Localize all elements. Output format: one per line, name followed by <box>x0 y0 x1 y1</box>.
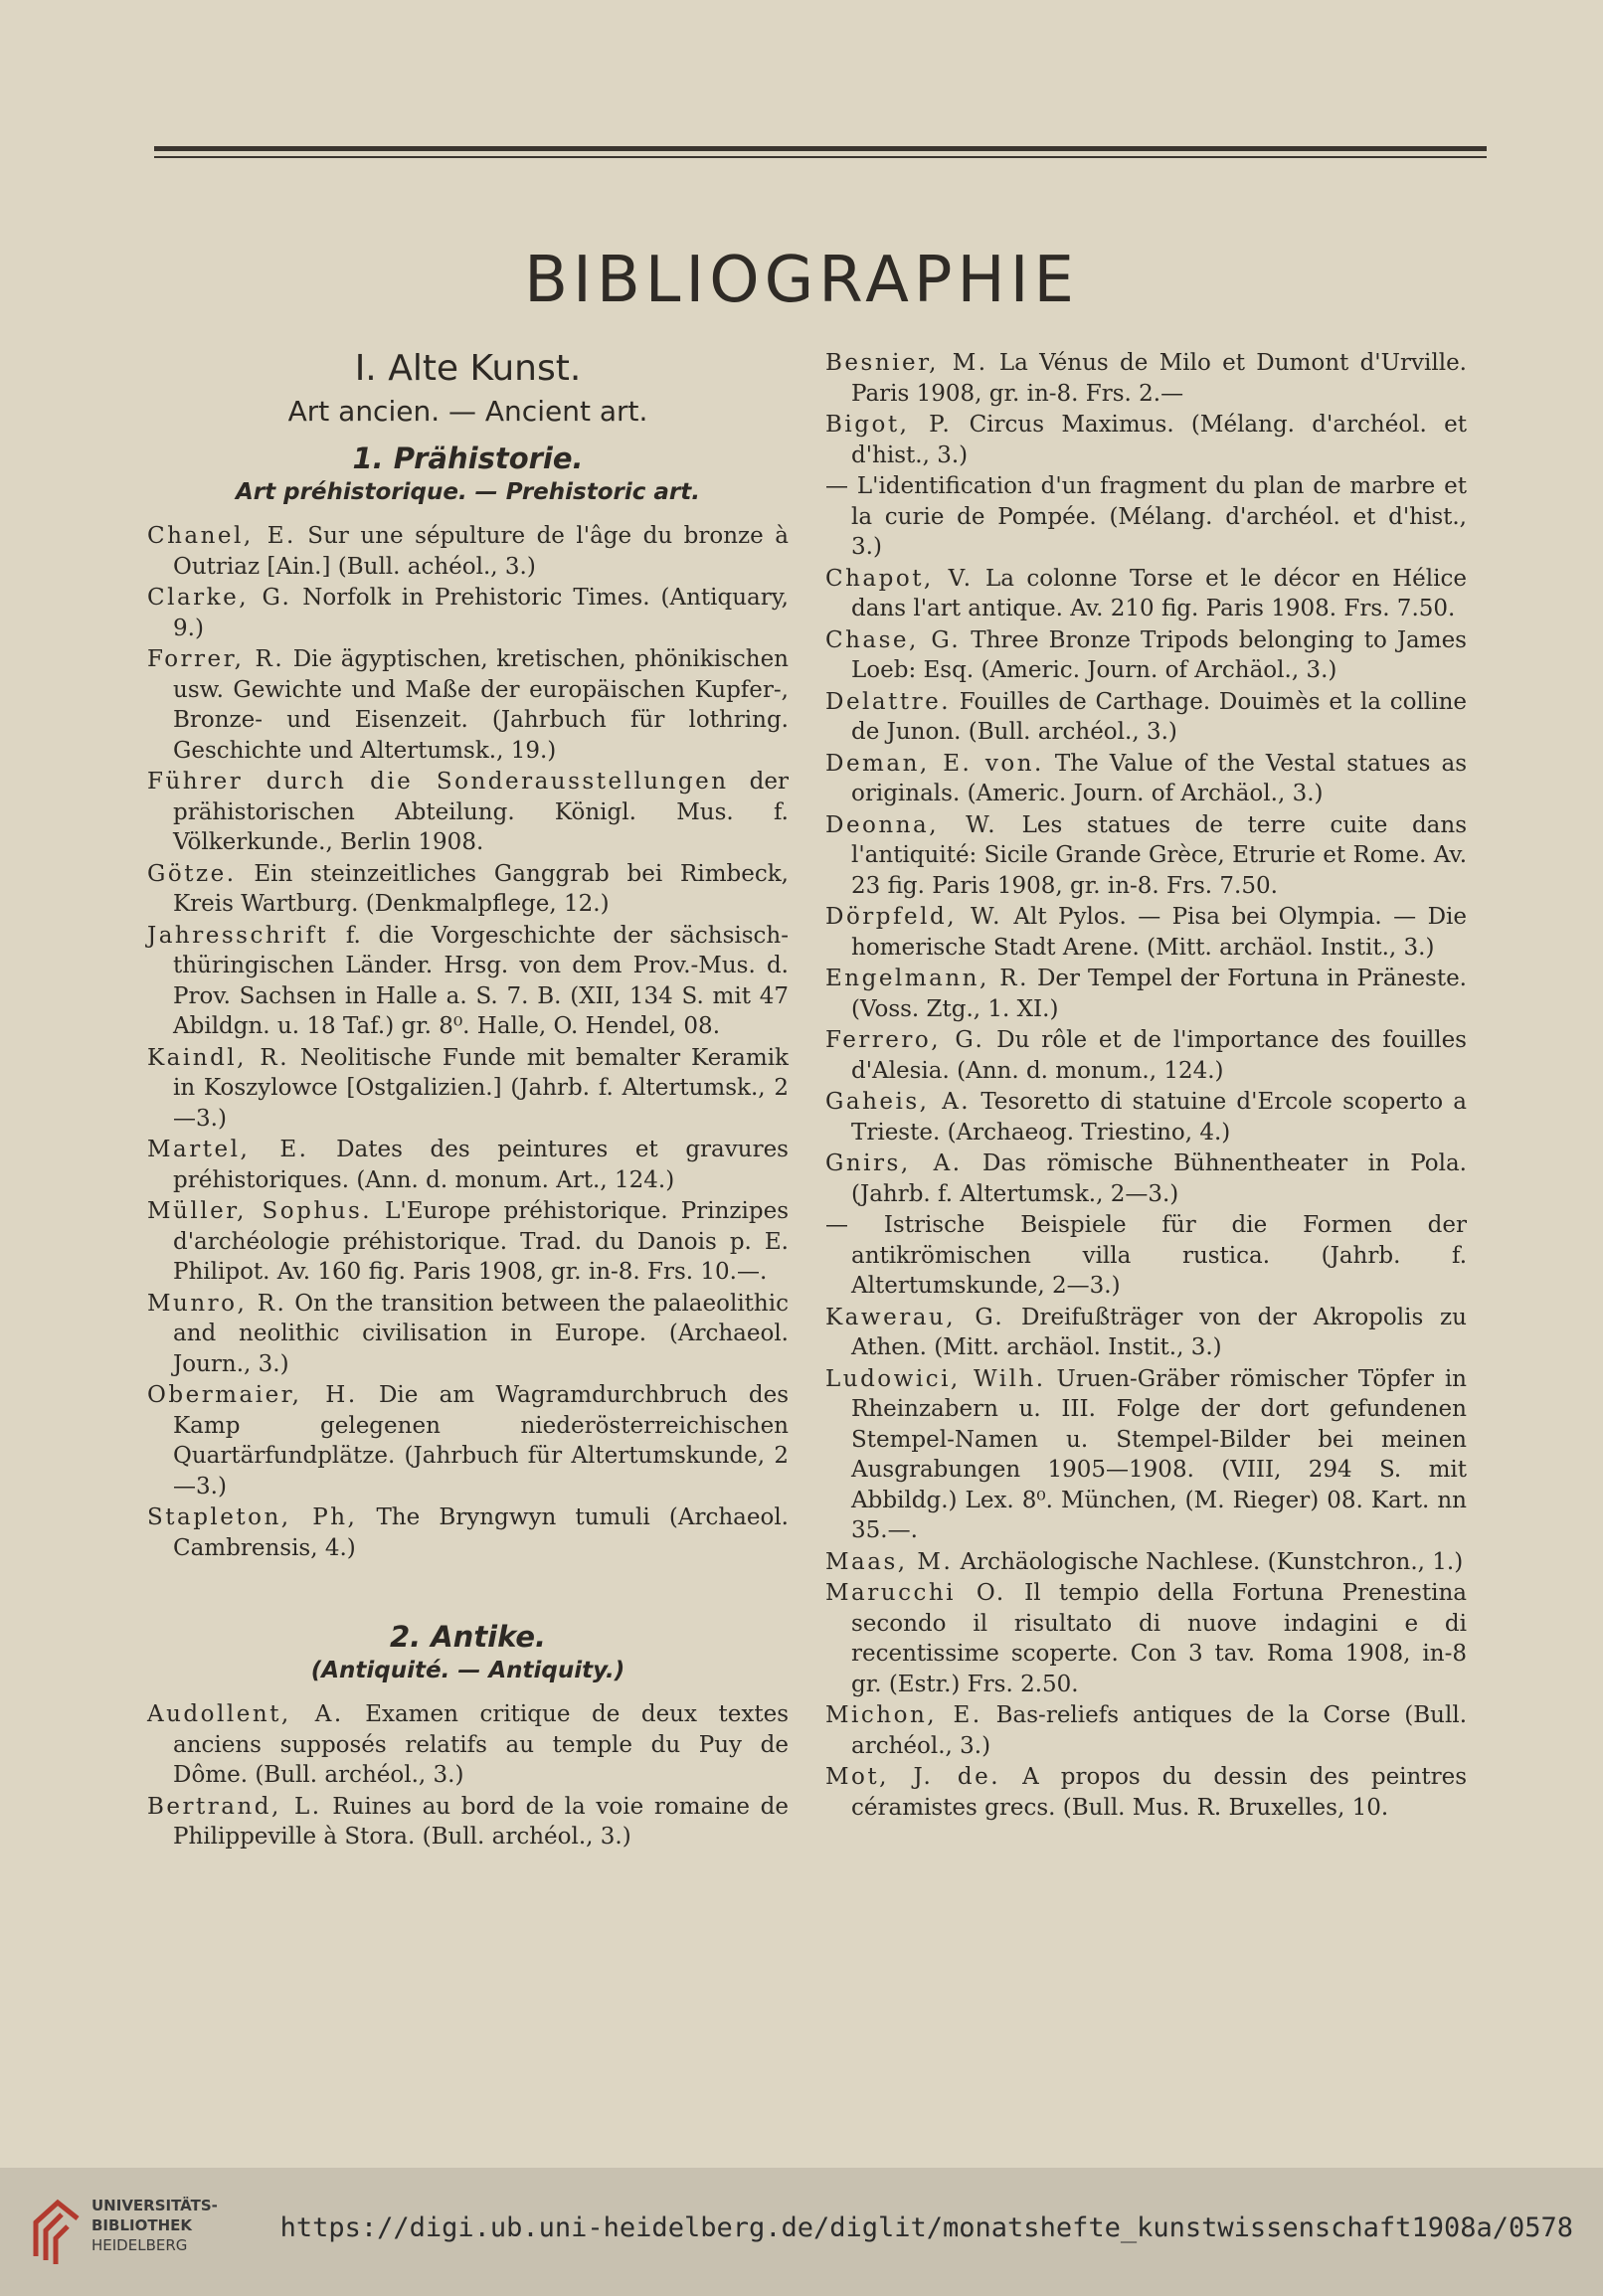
entry-author: Forrer, R. <box>147 646 285 672</box>
entry-text: Das römische Bühnentheater in Pola. (Jahrb. f. Altertumsk., 2—3.) <box>851 1150 1467 1207</box>
entry-text: Archäologische Nachlese. (Kunstchron., 1.) <box>953 1548 1464 1575</box>
entry-text: The Value of the Vestal statues as originals. (Americ. Journ. of Archäol., 3.) <box>851 750 1467 806</box>
entry-author: Stapleton, Ph, <box>147 1504 358 1530</box>
bibliography-entry <box>825 749 1467 809</box>
entry-author: Gnirs, A. <box>825 1150 963 1176</box>
entry-author: Chase, G. <box>825 626 962 653</box>
entry-text: Ruines au bord de la voie romaine de Philippeville à Stora. (Bull. archéol., 3.) <box>173 1793 789 1850</box>
entry-text: Alt Pylos. — Pisa bei Olympia. — Die homerische Stadt Arene. (Mitt. archäol. Instit., 3.) <box>851 904 1468 961</box>
bibliography-entry <box>147 644 789 766</box>
entry-author: Chapot, V. <box>825 565 974 592</box>
entry-author: Maas, M. <box>825 1548 954 1575</box>
bibliography-entry <box>147 583 789 643</box>
entry-author: Götze. <box>147 860 237 887</box>
bibliography-entry <box>825 625 1467 686</box>
entry-author: Kawerau, G. <box>825 1304 1005 1330</box>
entry-text: Die ägyptischen, kretischen, phönikischen usw. Gewichte und Maße der europäischen Kupfer-, Bronze- und Eisenzeit. (Jahrbuch für lothring. Geschichte und Altertumsk., 19.) <box>173 646 789 764</box>
bibliography-entry <box>147 1289 789 1380</box>
bibliography-entry <box>147 1196 789 1288</box>
left-column <box>147 348 789 1854</box>
bibliography-entry <box>825 1700 1467 1761</box>
entry-author: Besnier, M. <box>825 350 988 376</box>
subheading-art-ancien: Art ancien. — Ancient art. <box>287 395 648 428</box>
antiquity-entry-list-continued <box>825 348 1467 1823</box>
entry-author: Jahresschrift <box>147 922 329 949</box>
bibliography-entry <box>147 859 789 920</box>
entry-text: Du rôle et de l'importance des fouilles d'Alesia. (Ann. d. monum., 124.) <box>851 1027 1467 1084</box>
entry-author: Audollent, A. <box>147 1701 344 1727</box>
section-subtitle-prehistoric: Art préhistorique. — Prehistoric art. <box>235 479 700 505</box>
bibliography-entry <box>147 921 789 1042</box>
bibliography-entry <box>825 564 1467 624</box>
section-subtitle-antiquity: (Antiquité. — Antiquity.) <box>310 1658 625 1683</box>
entry-text: On the transition between the palaeolithic and neolithic civilisation in Europe. (Archaeol. Journ., 3.) <box>173 1290 789 1377</box>
entry-author: Obermaier, H. <box>147 1382 358 1408</box>
section-title-prahistorie: 1. Prähistorie. <box>352 442 584 475</box>
entry-author: Deman, E. von. <box>825 750 1044 777</box>
bibliography-entry <box>147 1380 789 1501</box>
entry-author: Bertrand, L. <box>147 1793 322 1820</box>
entry-text: Dreifußträger von der Akropolis zu Athen. (Mitt. archäol. Instit., 3.) <box>851 1304 1467 1360</box>
entry-text: Examen critique de deux textes anciens supposés relatifs au temple du Puy de Dôme. (Bull. archéol., 3.) <box>173 1701 789 1788</box>
entry-author: Marucchi O. <box>825 1580 1006 1606</box>
entry-author: Müller, Sophus. <box>147 1198 373 1224</box>
entry-text: Bas-reliefs antiques de la Corse (Bull. archéol., 3.) <box>851 1702 1468 1759</box>
bibliography-entry <box>825 964 1467 1024</box>
entry-text: Sur une sépulture de l'âge du bronze à Outriaz [Ain.] (Bull. achéol., 3.) <box>173 523 789 580</box>
bibliography-entry <box>825 1087 1467 1148</box>
right-column <box>825 348 1467 1824</box>
entry-text: La colonne Torse et le décor en Hélice dans l'art antique. Av. 210 fig. Paris 1908. Frs. 7.50. <box>851 565 1467 621</box>
entry-text: Ein steinzeitliches Ganggrab bei Rimbeck, Kreis Wartburg. (Denkmalpflege, 12.) <box>173 860 789 917</box>
bibliography-entry <box>825 687 1467 748</box>
bibliography-entry <box>825 1303 1467 1363</box>
entry-author: Mot, J. de. <box>825 1764 1001 1790</box>
entry-author: Martel, E. <box>147 1137 309 1162</box>
entry-text: Three Bronze Tripods belonging to James Loeb: Esq. (Americ. Journ. of Archäol., 3.) <box>851 626 1467 683</box>
library-name: UNIVERSITÄTS- BIBLIOTHEK HEIDELBERG <box>91 2197 218 2254</box>
entry-text: Les statues de terre cuite dans l'antiquité: Sicile Grande Grèce, Etrurie et Rome. Av. 23 fig. Paris 1908, gr. in-8. Frs. 7.50. <box>851 811 1467 899</box>
entry-text: La Vénus de Milo et Dumont d'Urville. Paris 1908, gr. in-8. Frs. 2.— <box>851 350 1467 407</box>
bibliography-entry <box>147 521 789 582</box>
library-logo-icon <box>28 2195 84 2268</box>
entry-text: L'Europe préhistorique. Prinzipes d'archéologie préhistorique. Trad. du Danois p. E. Philipot. Av. 160 fig. Paris 1908, gr. in-8. Frs. 10.—. <box>173 1198 790 1285</box>
entry-author: Ludowici, Wilh. <box>825 1365 1046 1392</box>
bibliography-entry <box>825 1364 1467 1546</box>
entry-text: — Istrische Beispiele für die Formen der antikrömischen villa rustica. (Jahrb. f. Altertumskunde, 2—3.) <box>825 1212 1467 1299</box>
bibliography-entry <box>825 410 1467 470</box>
top-rule-thick <box>154 146 1487 151</box>
permalink-url[interactable]: https://digi.ub.uni-heidelberg.de/diglit/monatshefte_kunstwissenschaft1908a/0578 <box>279 2212 1573 2243</box>
page-title: BIBLIOGRAPHIE <box>524 244 1079 317</box>
entry-author: Clarke, G. <box>147 585 292 611</box>
bibliography-entry <box>825 902 1467 963</box>
entry-text: Der Tempel der Fortuna in Präneste. (Voss. Ztg., 1. XI.) <box>851 966 1467 1022</box>
entry-author: Engelmann, R. <box>825 966 1029 991</box>
heading-alte-kunst: I. Alte Kunst. <box>354 348 582 389</box>
entry-author: Bigot, P. <box>825 412 953 438</box>
entry-text: Dates des peintures et gravures préhistoriques. (Ann. d. monum. Art., 124.) <box>173 1137 789 1193</box>
section-title-antike: 2. Antike. <box>389 1620 547 1654</box>
bibliography-entry <box>825 1025 1467 1086</box>
entry-text: Tesoretto di statuine d'Ercole scoperto a Trieste. (Archaeog. Triestino, 4.) <box>851 1089 1468 1146</box>
bibliography-entry <box>147 1502 789 1563</box>
bibliography-entry <box>825 348 1467 409</box>
bibliography-entry <box>825 1762 1467 1823</box>
entry-author: Deonna, W. <box>825 811 998 838</box>
bibliography-entry <box>147 767 789 858</box>
entry-author: Führer durch die Sonderausstellungen <box>147 769 729 795</box>
entry-text: Uruen-Gräber römischer Töpfer in Rheinzabern u. III. Folge der dort gefundenen Stempel-Namen u. Stempel-Bilder bei meinen Ausgrabungen 1905—1908. (VIII, 294 S. mit Abbildg.) Lex. 8⁰. München, (M. Rieger) 08. Kart. nn 35.—. <box>851 1365 1467 1543</box>
prehistory-entry-list <box>147 521 789 1563</box>
entry-text: Die am Wagramdurchbruch des Kamp gelegenen niederösterreichischen Quartärfundplätze. (Jahrbuch für Altertumskunde, 2—3.) <box>173 1382 789 1500</box>
bibliography-entry <box>825 1547 1467 1578</box>
bibliography-entry <box>825 1148 1467 1209</box>
entry-text: — L'identification d'un fragment du plan de marbre et la curie de Pompée. (Mélang. d'archéol. et d'hist., 3.) <box>825 473 1467 560</box>
bibliography-entry <box>825 810 1467 902</box>
entry-author: Gaheis, A. <box>825 1089 972 1115</box>
entry-text: Fouilles de Carthage. Douimès et la colline de Junon. (Bull. archéol., 3.) <box>851 688 1467 745</box>
bibliography-entry <box>825 471 1467 563</box>
entry-text: A propos du dessin des peintres céramistes grecs. (Bull. Mus. R. Bruxelles, 10. <box>851 1764 1467 1821</box>
entry-text: f. die Vorgeschichte der sächsisch-thüringischen Länder. Hrsg. von dem Prov.-Mus. d. Prov. Sachsen in Halle a. S. 7. B. (XII, 134 S. mit 47 Abildgn. u. 18 Taf.) gr. 8⁰. Halle, O. Hendel, 08. <box>173 922 789 1039</box>
bibliography-entry <box>825 1210 1467 1302</box>
entry-text: Il tempio della Fortuna Prenestina secondo il risultato di nuove indagini e di recentissime scoperte. Con 3 tav. Roma 1908, in-8 gr. (Estr.) Frs. 2.50. <box>851 1580 1467 1697</box>
entry-text: Neolitische Funde mit bemalter Keramik in Koszylowce [Ostgalizien.] (Jahrb. f. Altertumsk., 2—3.) <box>173 1044 789 1132</box>
entry-author: Michon, E. <box>825 1702 982 1728</box>
entry-author: Kaindl, R. <box>147 1044 290 1071</box>
entry-author: Chanel, E. <box>147 523 296 549</box>
entry-text: der prähistorischen Abteilung. Königl. Mus. f. Völkerkunde., Berlin 1908. <box>173 769 789 855</box>
bibliography-entry <box>147 1792 789 1853</box>
entry-text: Norfolk in Prehistoric Times. (Antiquary, 9.) <box>173 585 789 641</box>
entry-author: Dörpfeld, W. <box>825 904 1002 930</box>
bibliography-entry <box>147 1699 789 1791</box>
antiquity-entry-list <box>147 1699 789 1853</box>
entry-text: Circus Maximus. (Mélang. d'archéol. et d'hist., 3.) <box>851 412 1467 468</box>
bibliography-entry <box>147 1135 789 1195</box>
entry-author: Ferrero, G. <box>825 1027 985 1053</box>
bibliography-entry <box>825 1578 1467 1699</box>
bibliography-entry <box>147 1043 789 1135</box>
top-rule-thin <box>154 156 1487 158</box>
entry-author: Delattre. <box>825 688 952 715</box>
viewer-footer <box>0 2168 1603 2296</box>
entry-text: The Bryngwyn tumuli (Archaeol. Cambrensis, 4.) <box>173 1504 789 1561</box>
entry-author: Munro, R. <box>147 1290 287 1317</box>
